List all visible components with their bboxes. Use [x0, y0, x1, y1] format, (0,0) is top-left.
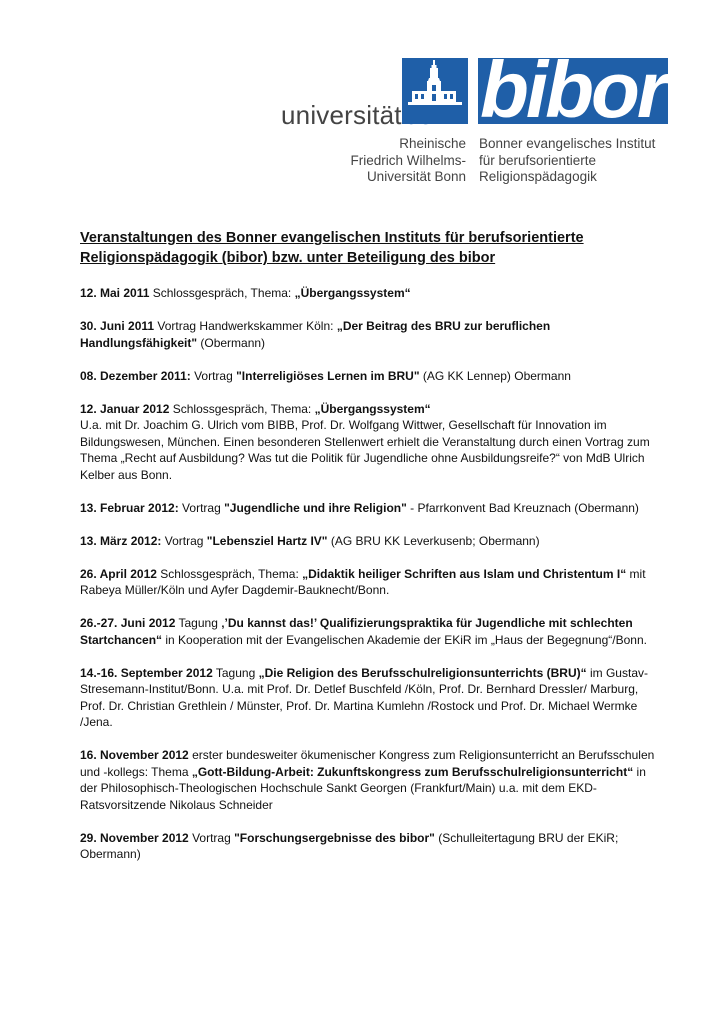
event-date: 08. Dezember 2011: [80, 368, 191, 383]
event-details: mit Rabeya Müller/Köln und Ayfer Dagdemir-Bauknecht/Bonn. [80, 566, 646, 597]
event-date: 26. April 2012 [80, 566, 157, 581]
event-topic: „Gott-Bildung-Arbeit: Zukunftskongress zum Berufsschulreligionsunterricht“ [191, 764, 634, 779]
university-name-line: Rheinische [399, 136, 466, 151]
event-date: 12. Januar 2012 [80, 401, 170, 416]
event-description: Tagung [175, 616, 222, 630]
event-details: in Kooperation mit der Evangelischen Akademie der EKiR im „Haus der Begegnung“/Bonn. [162, 632, 647, 647]
event-date: 13. März 2012: [80, 533, 162, 548]
university-wordmark-prefix: universität [281, 100, 402, 130]
event-topic: „Übergangssystem“ [294, 286, 411, 300]
event-item [80, 500, 660, 517]
university-name [350, 136, 466, 186]
event-description: Vortrag [178, 500, 225, 515]
event-topic: „Der Beitrag des BRU zur beruflichen Handlungsfähigkeit" [80, 319, 551, 350]
event-topic: ‚’Du kannst das!’ Qualifizierungspraktika für Jugendliche mit schlechten Startchancen“ [80, 616, 633, 647]
event-date: 12. Mai 2011 [80, 286, 150, 300]
event-details: (Schulleitertagung BRU der EKiR; Obermann) [80, 830, 619, 861]
event-description: Vortrag [188, 830, 235, 845]
event-item [80, 285, 660, 302]
event-item [80, 368, 660, 385]
event-description: Schlossgespräch, Thema: [169, 401, 315, 416]
institute-name-line: Religionspädagogik [479, 169, 597, 184]
event-topic: „Didaktik heiliger Schriften aus Islam und Christentum I“ [302, 566, 627, 581]
event-date: 29. November 2012 [80, 830, 189, 845]
event-description: Tagung [212, 665, 259, 680]
event-description: Vortrag Handwerkskammer Köln: [154, 319, 337, 333]
event-item [80, 533, 660, 550]
event-item [80, 615, 660, 648]
event-details: in der Philosophisch-Theologischen Hochschule Sankt Georgen (Frankfurt/Main) u.a. mit dem EKD-Ratsvorsitzende Nikolaus Schneider [80, 764, 646, 812]
event-item [80, 830, 660, 863]
event-description: Vortrag [161, 533, 207, 548]
event-details: (Obermann) [197, 335, 266, 350]
event-details: - Pfarrkonvent Bad Kreuznach (Obermann) [406, 500, 639, 515]
university-name-line: Friedrich Wilhelms- [350, 152, 466, 168]
event-date: 16. November 2012 [80, 748, 189, 762]
bibor-logo [478, 58, 668, 124]
event-topic: "Lebensziel Hartz IV" [206, 533, 328, 548]
event-item [80, 401, 660, 484]
event-topic: „Übergangssystem“ [314, 401, 431, 416]
letterhead [0, 0, 725, 200]
university-building-logo-icon [402, 58, 468, 124]
event-description: Vortrag [190, 368, 237, 383]
event-topic: "Forschungsergebnisse des bibor" [234, 830, 435, 845]
institute-name-line: für berufsorientierte [479, 152, 597, 168]
event-description: erster bundesweiter ökumenischer Kongress zum Religionsunterricht an Berufsschulen und -kollegs: Thema [80, 748, 655, 779]
event-item [80, 665, 660, 731]
event-item [80, 318, 660, 351]
document-title: Veranstaltungen des Bonner evangelischen Instituts für berufsorientierte Religionspädagogik (bibor) bzw. unter Beteiligung des bibor [80, 230, 584, 266]
event-date: 13. Februar 2012: [80, 500, 179, 515]
event-date: 14.-16. September 2012 [80, 665, 213, 680]
university-name-line: Universität Bonn [366, 169, 466, 184]
event-date: 30. Juni 2011 [80, 319, 155, 333]
event-item [80, 747, 660, 813]
event-item [80, 566, 660, 599]
event-details: im Gustav-Stresemann-Institut/Bonn. U.a. mit Prof. Dr. Detlef Buschfeld /Köln, Prof. Dr. Bernhard Dressler/ Marburg, Prof. Dr. Christian Grethlein / Münster, Prof. Dr. Martina Kumlehn /Rostock und Prof. Dr. Michael Wermke /Jena. [80, 665, 648, 729]
event-topic: "Jugendliche und ihre Religion" [224, 500, 407, 515]
event-topic: "Interreligiöses Lernen im BRU" [236, 368, 420, 383]
event-date: 26.-27. Juni 2012 [80, 616, 176, 630]
institute-name-line: Bonner evangelisches Institut [479, 136, 656, 151]
event-description: Schlossgespräch, Thema: [156, 566, 303, 581]
event-details: (AG KK Lennep) Obermann [419, 368, 571, 383]
event-details: (AG BRU KK Leverkusenb; Obermann) [327, 533, 540, 548]
document-body [80, 228, 660, 879]
event-topic: „Die Religion des Berufsschulreligionsunterrichts (BRU)“ [258, 665, 587, 680]
event-description: Schlossgespräch, Thema: [149, 286, 295, 300]
institute-name [479, 136, 655, 186]
bibor-logo-text: bibor [480, 58, 665, 124]
event-extra-details: U.a. mit Dr. Joachim G. Ulrich vom BIBB, Prof. Dr. Wolfgang Wittwer, Gesellschaft für Innovation im Bildungswesen, München. Einen besonderen Stellenwert erhielt die Veranstaltung durch einen Vortrag zum Thema „Recht auf Ausbildung? Was tut die Politik für Jugendliche ohne Ausbildungsreife?“ von MdB Ulrich Kelber aus Bonn. [80, 418, 650, 482]
